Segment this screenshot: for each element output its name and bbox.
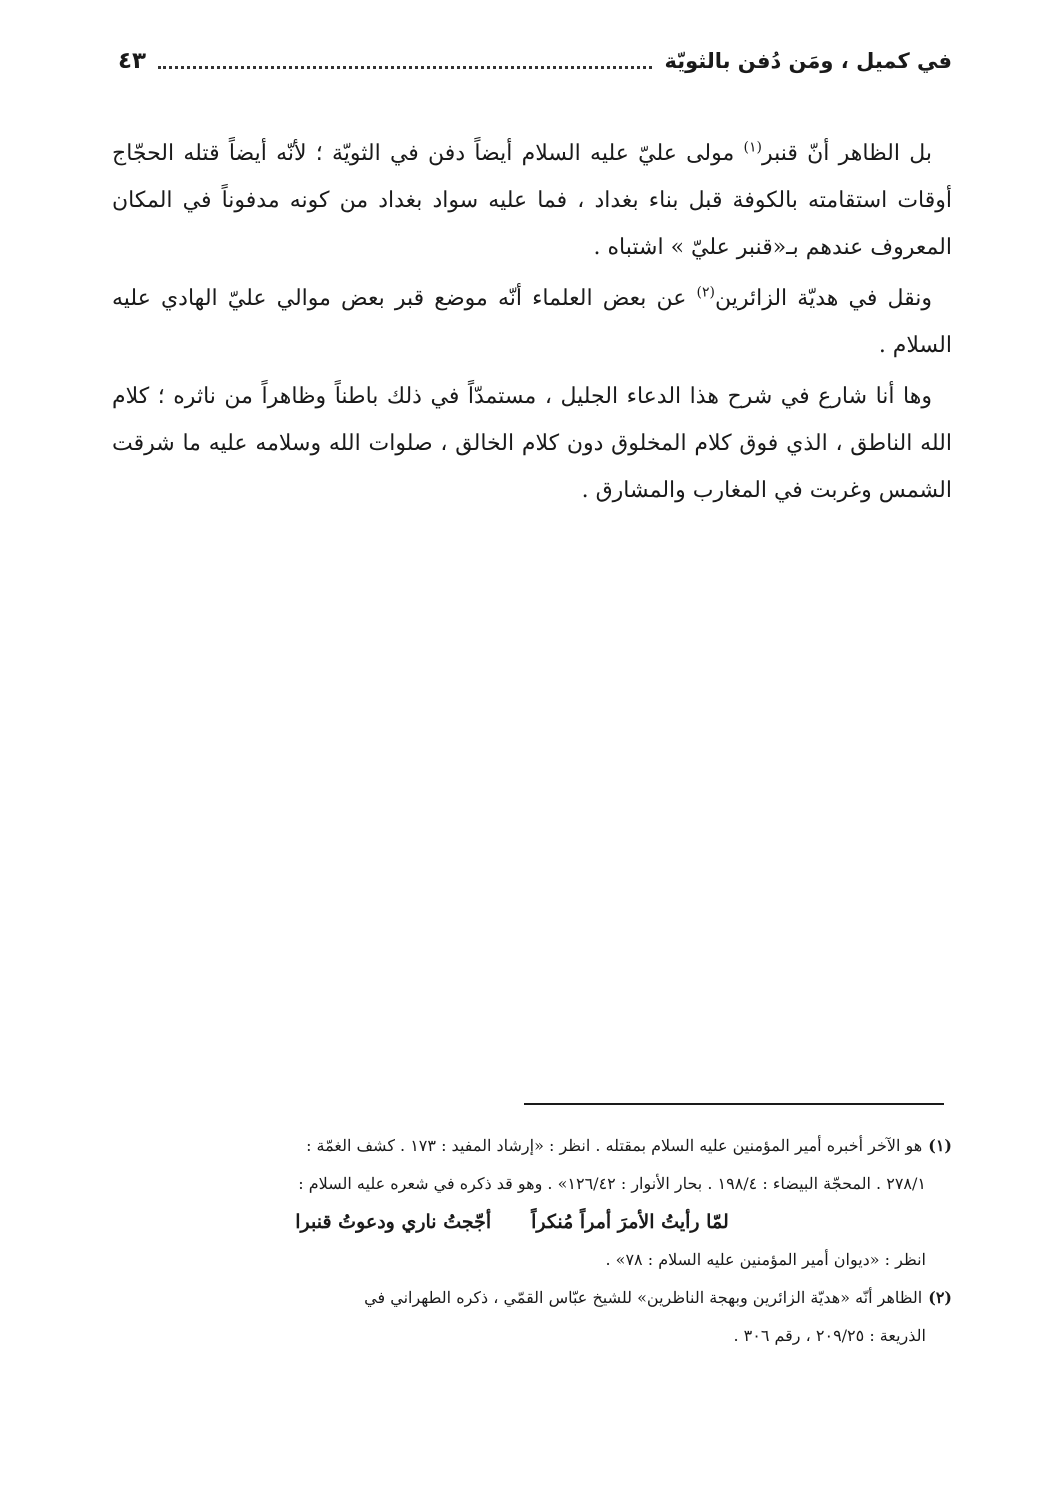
footnotes <box>112 1127 952 1355</box>
footnote-2-number: (٢) <box>928 1288 952 1307</box>
footnote-ref-1[interactable]: (١) <box>743 139 762 156</box>
paragraph-1-text-b: مولى عليّ عليه السلام أيضاً دفن في الثويّة ؛ لأنّه أيضاً قتله الحجّاج أوقات استقامته بالكوفة قبل بناء بغداد ، فما عليه سواد بغداد من كونه مدفوناً في المكان المعروف عندهم بـ«قنبر عليّ » اشتباه . <box>112 141 952 260</box>
footnote-ref-2[interactable]: (٢) <box>696 284 715 301</box>
footnote-separator <box>524 1103 944 1105</box>
paragraph-1 <box>112 130 952 271</box>
running-header <box>118 40 952 82</box>
page-number: ٤٣ <box>118 48 147 74</box>
footnote-1-line-3: انظر : «ديوان أمير المؤمنين عليه السلام : ٧٨» . <box>605 1250 926 1269</box>
paragraph-2-text-b: عن بعض العلماء أنّه موضع قبر بعض موالي عليّ الهادي عليه السلام . <box>112 286 952 358</box>
footnote-1 <box>112 1127 952 1279</box>
footnote-1-number: (١) <box>928 1136 952 1155</box>
verse-first-hemistich: لمّا رأيتُ الأمرَ أمراً مُنكراً <box>531 1211 729 1233</box>
header-leader-dots <box>158 54 652 69</box>
footnote-1-line-1 <box>112 1127 952 1165</box>
verse-second-hemistich: أجّجتُ ناري ودعوتُ قنبرا <box>295 1211 492 1233</box>
footnote-1-line-2: ٢٧٨/١ . المحجّة البيضاء : ١٩٨/٤ . بحار الأنوار : ١٢٦/٤٢» . وهو قد ذكره في شعره عليه السلام : <box>298 1174 926 1193</box>
paragraph-3-text: وها أنا شارع في شرح هذا الدعاء الجليل ، مستمدّاً في ذلك باطناً وظاهراً من ناثره ؛ كلام الله الناطق ، الذي فوق كلام المخلوق دون كلام الخالق ، صلوات الله وسلامه عليه ما شرقت الشمس وغربت في المغارب والمشارق . <box>112 384 952 503</box>
paragraph-2 <box>112 275 952 369</box>
footnote-2-line-2: الذريعة : ٢٠٩/٢٥ ، رقم ٣٠٦ . <box>733 1326 926 1345</box>
footnote-2-text-1: الظاهر أنّه «هديّة الزائرين وبهجة الناظرين» للشيخ عبّاس القمّي ، ذكره الطهراني في <box>364 1288 923 1307</box>
paragraph-3 <box>112 373 952 514</box>
main-text <box>112 130 952 518</box>
header-title: في كميل ، ومَن دُفن بالثويّة <box>664 49 952 73</box>
poem-verse <box>112 1203 952 1241</box>
paragraph-1-text-a: بل الظاهر أنّ قنبر <box>761 141 932 166</box>
footnote-2 <box>112 1279 952 1355</box>
footnote-2-line-1 <box>112 1279 952 1317</box>
paragraph-2-text-a: ونقل في هديّة الزائرين <box>714 286 932 311</box>
footnote-1-text-1: هو الآخر أخبره أمير المؤمنين عليه السلام بمقتله . انظر : «إرشاد المفيد : ١٧٣ . كشف الغمّة : <box>306 1136 923 1155</box>
